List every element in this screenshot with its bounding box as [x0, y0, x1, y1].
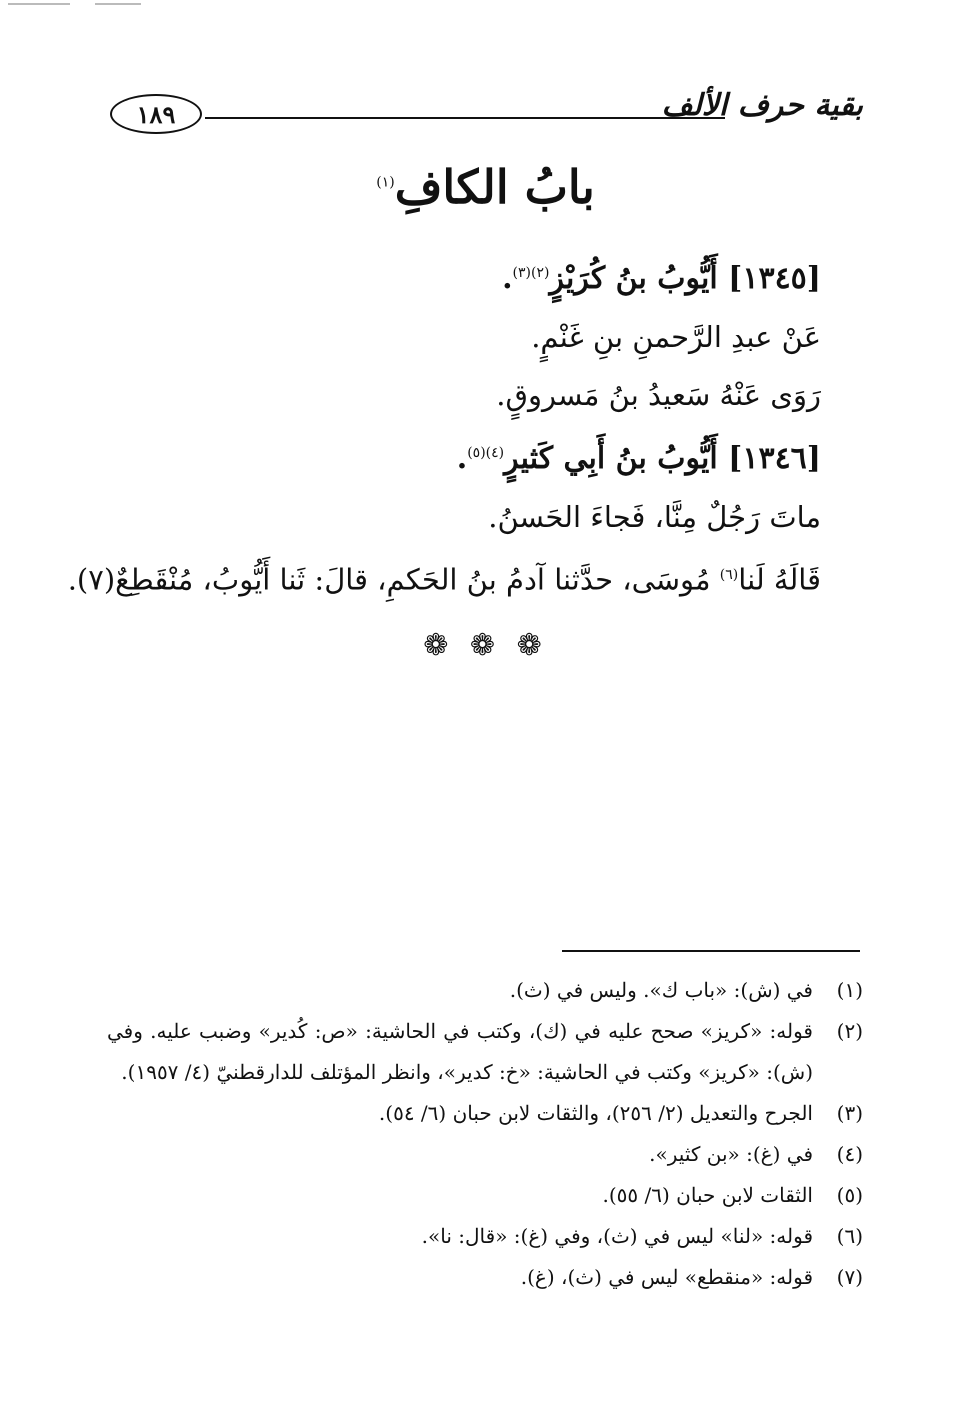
body-line: [121, 308, 821, 366]
line-end: مُوسَى، حدَّثنا آدمُ بنُ الحَكمِ، قالَ: ثَنا أَيُّوبُ، مُنْقَطِعٌ(٧).: [67, 562, 720, 597]
body-line-text: عَنْ عبدِ الرَّحمنِ بنِ غَنْمٍ.: [531, 320, 821, 354]
footnote-ref: (٤)(٥): [467, 445, 505, 461]
footnote-ref: (٦): [719, 567, 739, 583]
footnote-ref: (١): [376, 174, 395, 191]
section-ornament: ❁ ❁ ❁: [423, 628, 548, 663]
footnote: [107, 1216, 863, 1257]
line-end: .: [456, 441, 468, 476]
footnote: [107, 1134, 863, 1175]
body-line: [67, 546, 821, 609]
entry-heading: [121, 244, 821, 308]
body-line-text: ماتَ رَجُلٌ مِنَّا، فَجاءَ الحَسنُ.: [488, 500, 821, 534]
footnote-text: في (غ): «بن كثير».: [649, 1142, 813, 1166]
body-line-text: رَوَى عَنْهُ سَعيدُ بنُ مَسروقٍ.: [496, 378, 821, 412]
footnote-text: قوله: «لنا» ليس في (ث)، وفي (غ): «قال: نا».: [421, 1224, 813, 1248]
page-number: ١٨٩: [110, 94, 202, 134]
footnote-number: (١): [836, 978, 863, 1002]
footnote-text: الجرح والتعديل (٢/ ٢٥٦)، والثقات لابن حبان (٦/ ٥٤).: [378, 1101, 813, 1125]
footnote-number: (٢): [836, 1019, 863, 1043]
footnote-text: الثقات لابن حبان (٦/ ٥٥).: [602, 1183, 813, 1207]
chapter-title: [0, 160, 971, 214]
footnote-number: (٤): [836, 1142, 863, 1166]
footnote: [107, 1093, 863, 1134]
footnote: [107, 1175, 863, 1216]
footnote-text: قوله: «منقطع» ليس في (ث)، (غ).: [520, 1265, 813, 1289]
footnote-number: (٣): [836, 1101, 863, 1125]
entry-heading: [121, 424, 821, 488]
entry-heading-text: [١٣٤٦] أَيُّوبُ بنُ أَبِي كَثيرٍ: [504, 441, 821, 476]
footnote: [107, 1257, 863, 1298]
entry-heading-text: [١٣٤٥] أَيُّوبُ بنُ كُرَيْزٍ: [549, 261, 821, 296]
footnote-text: قوله: «كريز» صحح عليه في (ك)، وكتب في الحاشية: «ص: كُدير» وضبب عليه. وفي (ش): «كريز» وكتب في الحاشية: «خ: كدير»، وانظر المؤتلف للدارقطنيّ (٤/ ١٩٥٧).: [107, 1019, 813, 1084]
footnote-rule: [562, 950, 860, 952]
line-end: .: [502, 261, 513, 296]
running-head: بقية حرف الألف: [661, 88, 863, 123]
body-line: [121, 366, 821, 424]
body-text: [67, 244, 821, 609]
footnote-number: (٦): [836, 1224, 863, 1248]
footnote: [107, 970, 863, 1011]
footnote-text: في (ش): «باب ك». وليس في (ث).: [509, 978, 813, 1002]
scan-mark: [8, 3, 70, 5]
chapter-title-text: بابُ الكافِ: [394, 160, 595, 214]
footnote-ref: (٢)(٣): [512, 265, 550, 281]
footnote-number: (٥): [836, 1183, 863, 1207]
scan-mark: [95, 3, 141, 5]
header-rule: [205, 117, 725, 119]
footnotes: [107, 970, 863, 1298]
body-line: [121, 488, 821, 546]
footnote-number: (٧): [836, 1265, 863, 1289]
body-line-text: قَالَهُ لَنا: [738, 562, 821, 597]
footnote: [107, 1011, 863, 1093]
